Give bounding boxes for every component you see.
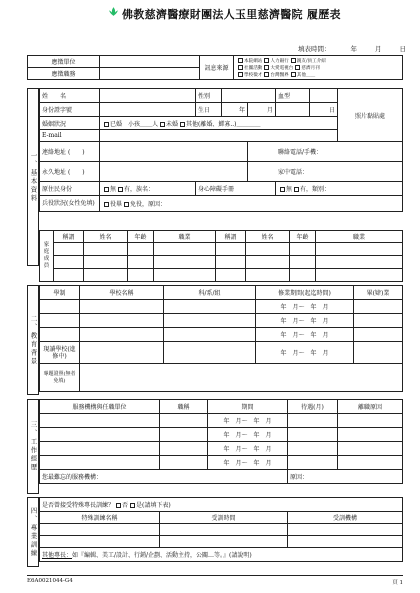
form-title: 佛教慈濟醫療財團法人玉里慈濟醫院 履歷表 (122, 8, 341, 21)
family-row[interactable] (40, 269, 403, 282)
name-field[interactable] (100, 89, 196, 103)
form-code: E6A0021044-G4 (27, 578, 73, 584)
section-training-label: 四、專業訓練 (27, 497, 39, 567)
family-row[interactable] (40, 256, 403, 269)
source-checkboxes[interactable]: 本院網站 人力銀行 親友/員工介紹 社團活動 大愛電視台 慈濟月刊 學校徵才 台灣醫界 其他＿＿ (234, 56, 403, 80)
training-row[interactable] (40, 524, 403, 536)
work-row[interactable]: 年 月～ 年 月 (40, 442, 403, 456)
photo-box[interactable]: 照片黏貼處 (338, 89, 403, 142)
training-row[interactable] (40, 536, 403, 548)
certificate-field[interactable] (80, 364, 403, 392)
page-number: 頁 1 (392, 580, 403, 586)
form-header (0, 2, 420, 28)
unit-field[interactable] (100, 56, 200, 68)
aboriginal-options[interactable]: 無 有，族名： (100, 182, 196, 196)
training-question[interactable]: 是否曾接受特殊專長訓練？ 否 是(請填下表) (40, 498, 403, 512)
other-skills-field[interactable]: 其他專長：如『編輯、美工/設計、行銷/企劃、活動主持，公關…等。』(請說明) (40, 548, 403, 562)
family-members-table: 家庭成員 稱謂 姓名 年齡 職業 稱謂 姓名 年齡 職業 (39, 230, 403, 282)
position-field[interactable] (100, 68, 200, 80)
section-education-label: 二、教育背景 (27, 285, 39, 395)
family-row[interactable] (40, 243, 403, 256)
training-table: 是否曾接受特殊專長訓練？ 否 是(請填下表) 特殊訓練名稱 受訓時間 受訓機構 其他專長：如『編輯、美工/設計、行銷/企劃、活動主持，公關…等。』(請說明) (39, 497, 403, 562)
email-field[interactable] (100, 130, 338, 142)
basic-info-table: 姓 名 性別 血型 照片黏貼處 身份證字號 生日 年 月 日 婚姻狀況 已婚 小孩＿＿人 未婚 其他(離婚、鰥寡..)＿＿＿＿ E-mail 連絡地址 ( ) 聯絡電話/手機： 永久地址 ( ) 家中電話： 原住民身份 無 有，族名： 身心障礙手冊 無 有，類別： 兵役狀況(女性免填) 役畢 免役，原因： (39, 88, 403, 212)
id-field[interactable] (100, 103, 196, 117)
work-row[interactable]: 年 月～ 年 月 (40, 414, 403, 428)
education-row[interactable]: 年 月～ 年 月 (40, 328, 403, 342)
gender-field[interactable] (222, 89, 276, 103)
work-row[interactable]: 年 月～ 年 月 (40, 456, 403, 470)
permanent-address-field[interactable] (100, 162, 248, 182)
work-row[interactable]: 年 月～ 年 月 (40, 428, 403, 442)
work-experience-table: 服務機構與任職單位 職稱 期間 待遇(月) 離職原因 年 月～ 年 月 年 月～ 年 月 年 月～ 年 月 年 月～ 年 月 您最難忘的服務機構： 原因： (39, 399, 403, 484)
disability-options[interactable]: 無 有，類別： (276, 182, 403, 196)
education-table: 學制 學校名稱 科/系/組 修業期間(起迄時間) 畢(肄)業 年 月～ 年 月 年 月～ 年 月 年 月～ 年 月 現讀學校(進修中) 年 月～ 年 月 專題證照(無者免填) (39, 285, 403, 392)
application-info-table: 應徵單位 訊息來源 本院網站 人力銀行 親友/員工介紹 社團活動 大愛電視台 慈濟月刊 學校徵才 台灣醫界 其他＿＿ 應徵職務 (27, 55, 403, 80)
education-row[interactable]: 年 月～ 年 月 (40, 300, 403, 314)
section-basic-label: 一、基本資料 (27, 88, 39, 266)
education-row[interactable]: 年 月～ 年 月 (40, 314, 403, 328)
fill-date-row: 填表時間： 年 月 日 (298, 45, 406, 53)
blood-field[interactable] (310, 89, 338, 103)
section-work-label: 三、工作經歷 (27, 399, 39, 494)
contact-address-field[interactable] (100, 142, 248, 162)
military-options[interactable]: 役畢 免役，原因： (100, 196, 403, 212)
marital-status-options[interactable]: 已婚 小孩＿＿人 未婚 其他(離婚、鰥寡..)＿＿＿＿ (100, 117, 338, 130)
tzu-chi-lotus-logo-icon (108, 6, 119, 17)
form-footer (27, 575, 403, 584)
